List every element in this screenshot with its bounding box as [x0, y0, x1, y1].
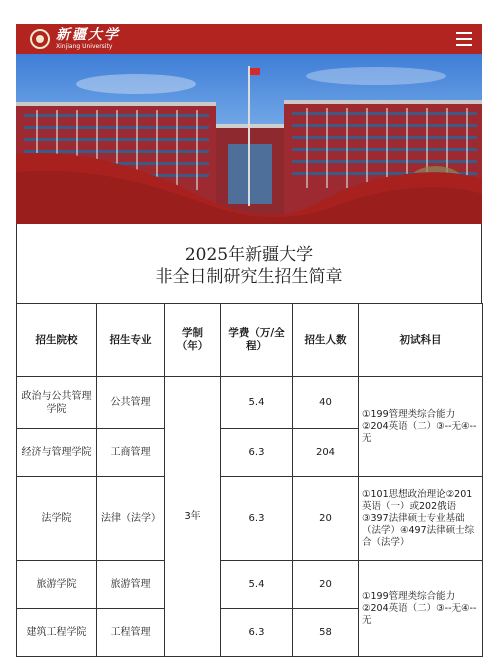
- subjects-cell: ①199管理类综合能力②204英语（二）③--无④--无: [359, 377, 483, 477]
- duration-cell: 3年: [165, 377, 221, 657]
- header-duration: 学制（年）: [165, 304, 221, 377]
- fee-cell: 5.4: [221, 377, 293, 429]
- admissions-table: [16, 303, 483, 657]
- school-cell: 经济与管理学院: [17, 429, 97, 477]
- subjects-cell: ①199管理类综合能力②204英语（二）③--无④--无: [359, 561, 483, 657]
- school-cell: 建筑工程学院: [17, 609, 97, 657]
- fee-cell: 6.3: [221, 609, 293, 657]
- fee-cell: 5.4: [221, 561, 293, 609]
- count-cell: 58: [293, 609, 359, 657]
- school-cell: 旅游学院: [17, 561, 97, 609]
- logo-subtitle: Xinjiang University: [56, 43, 113, 50]
- seal-icon: [30, 29, 50, 49]
- count-cell: 204: [293, 429, 359, 477]
- table-row: [17, 561, 483, 609]
- major-cell: 公共管理: [97, 377, 165, 429]
- campus-banner: [16, 54, 482, 224]
- count-cell: 20: [293, 561, 359, 609]
- header-fee: 学费（万/全程）: [221, 304, 293, 377]
- school-cell: 法学院: [17, 477, 97, 561]
- header-school: 招生院校: [17, 304, 97, 377]
- page-title-year: 2025年新疆大学: [184, 245, 314, 265]
- table-header-row: [17, 304, 483, 377]
- subjects-cell: ①101思想政治理论②201英语（一）或202俄语③397法律硕士专业基础（法学）④497法律硕士综合（法学）: [359, 477, 483, 561]
- major-cell: 工商管理: [97, 429, 165, 477]
- campus-building-image: [16, 54, 482, 224]
- university-logo[interactable]: [30, 28, 120, 50]
- major-cell: 旅游管理: [97, 561, 165, 609]
- header-subjects: 初试科目: [359, 304, 483, 377]
- count-cell: 40: [293, 377, 359, 429]
- logo-title: 新疆大学: [56, 27, 120, 43]
- table-row: [17, 377, 483, 429]
- count-cell: 20: [293, 477, 359, 561]
- school-cell: 政治与公共管理学院: [17, 377, 97, 429]
- major-cell: 法律（法学）: [97, 477, 165, 561]
- fee-cell: 6.3: [221, 429, 293, 477]
- header-bar: [16, 24, 482, 54]
- page-title: 非全日制研究生招生简章: [155, 267, 343, 287]
- fee-cell: 6.3: [221, 477, 293, 561]
- major-cell: 工程管理: [97, 609, 165, 657]
- title-block: [16, 224, 482, 304]
- header-major: 招生专业: [97, 304, 165, 377]
- table-row: [17, 477, 483, 561]
- header-count: 招生人数: [293, 304, 359, 377]
- menu-icon[interactable]: [454, 29, 474, 49]
